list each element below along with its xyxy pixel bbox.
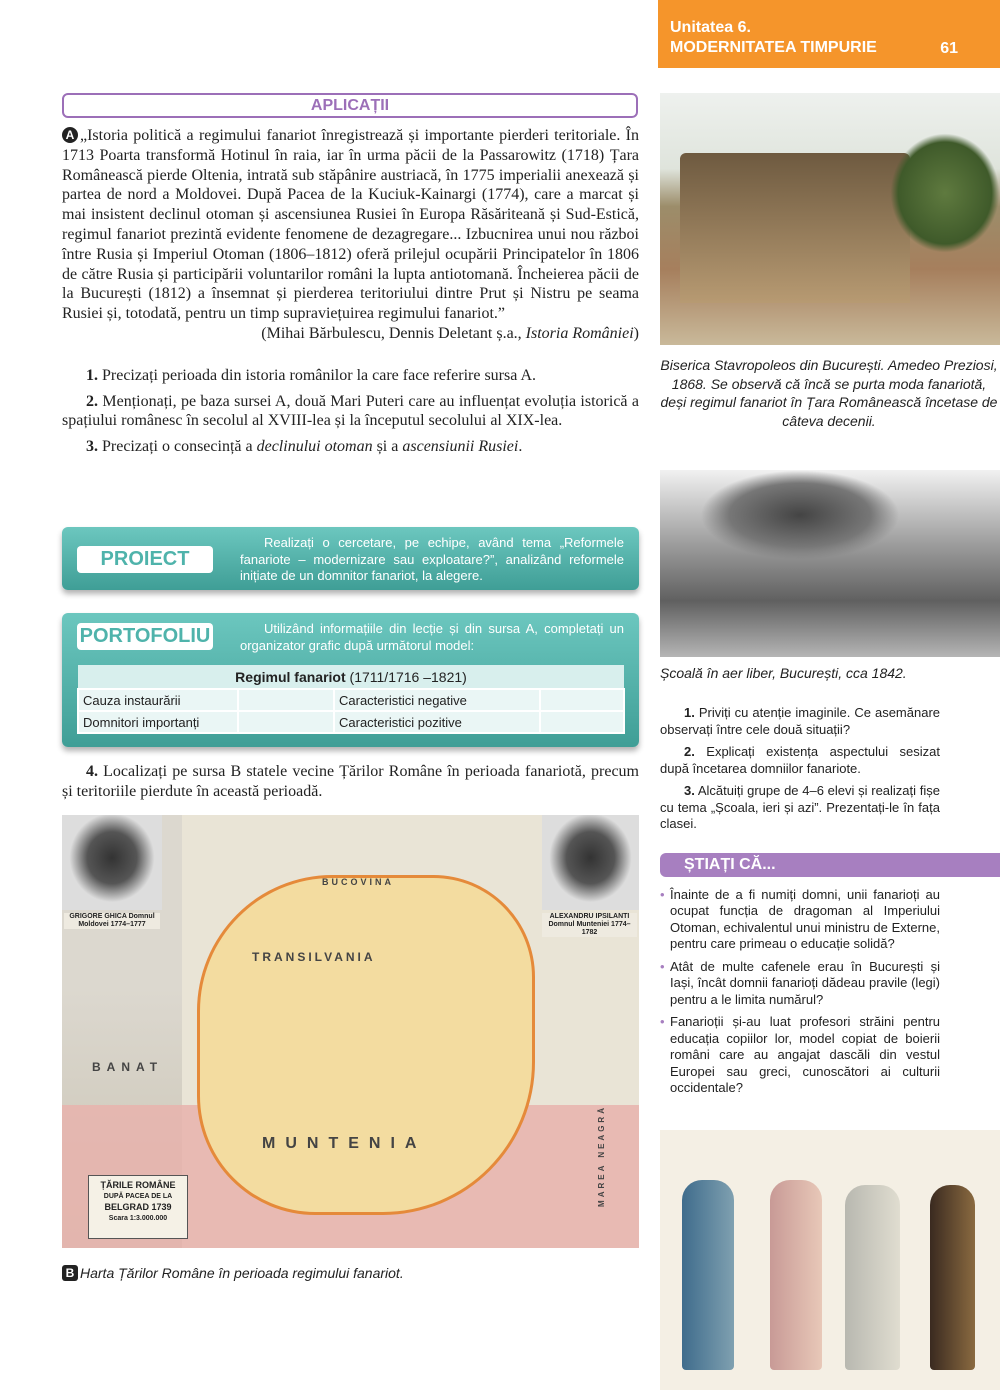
figure: [845, 1185, 900, 1370]
cell: [540, 689, 624, 711]
left-text-column: [62, 126, 639, 522]
legend-line: ȚĂRILE ROMÂNE: [100, 1180, 176, 1190]
historical-map: [62, 815, 639, 1248]
fact-item: • Atât de multe cafenele erau în București și Iași, încât domnii fanarioți dădeau pravile (legi) pentru a le limita numărul?: [660, 959, 940, 1009]
school-image: [660, 470, 1000, 657]
q-em: declinului otoman: [256, 438, 373, 456]
legend-line: DUPĂ PACEA DE LA: [103, 1193, 173, 1200]
church-caption: Biserica Stavropoleos din București. Amedeo Preziosi, 1868. Se observă că încă se purta moda fanariotă, deși regimul fanariot în Țara Românească încetase de câteva decenii.: [660, 357, 998, 429]
citation-title: Istoria României: [525, 324, 634, 342]
q-text: .: [518, 438, 523, 456]
q-text: și a: [372, 438, 403, 456]
figure: [682, 1180, 734, 1370]
source-a: [62, 126, 639, 344]
church-image: [660, 93, 1000, 345]
question-1: [62, 366, 639, 386]
q-num: 1.: [86, 366, 98, 384]
q-num: 2.: [86, 392, 98, 410]
map-label: MAREA NEAGRĂ: [597, 1105, 606, 1207]
portofoliu-box: [62, 613, 639, 747]
page-number: 61: [940, 40, 958, 57]
table-title-bold: Regimul fanariot: [235, 668, 346, 685]
church-building: [680, 153, 910, 303]
cell: Cauza instaurării: [78, 689, 238, 711]
map-label: BUCOVINA: [322, 877, 395, 887]
q-text: Priviți cu atenție imaginile. Ce asemănare observați între cele două situații?: [660, 705, 940, 737]
legend-line: Scara 1:3.000.000: [108, 1215, 168, 1222]
unit-title: MODERNITATEA TIMPURIE: [670, 39, 877, 56]
q-text: Explicați existența aspectului sesizat după încetarea domniilor fanariote.: [660, 744, 940, 776]
source-a-text: „Istoria politică a regimului fanariot înregistrează și importante pierderi teritoriale. În 1713 Poarta transformă Hotinul în raia, iar în urma păcii de la Passarowitz (1718) Țara Românească pierde Oltenia, intrată sub stăpânire austriacă, în 1775 imperialii anexează și partea de nord a Moldovei. După Pacea de la Kuciuk-Kainargi (1774), care a marcat și mai insistent declinul otoman și ascensiunea Rusiei în Europa Răsăriteană și Sud-Estică, regimul fanariot prezintă evidente fenomene de dezagregare... Izbucnirea unui nou război între Rusia și Imperiul Otoman (1806–1812) oferă prilejul ocupării Principatelor în 1806 de către Rusia și participării voluntarilor români la lupta antiotomană. Încheierea păcii de la București (1812) a însemnat și pierderea teritoriului dintre Prut și Nistru pe seama Rusiei și, totodată, pentru un timp supraviețuirea regimului fanariot.”: [62, 127, 639, 323]
portofoliu-text: Utilizând informațiile din lecție și din sursa A, completați un organizator grafic după următorul model:: [240, 621, 624, 653]
cell: [540, 711, 624, 733]
aplicatii-heading: APLICAȚII: [62, 93, 638, 118]
citation-end: ): [633, 324, 639, 342]
fanariot-costumes-image: [660, 1130, 1000, 1390]
source-b-badge: B: [62, 1265, 78, 1281]
tree: [700, 470, 900, 560]
figure: [770, 1180, 822, 1370]
map-label: MUNTENIA: [262, 1135, 427, 1152]
map-caption-text: Harta Țărilor Române în perioada regimului fanariot.: [80, 1265, 404, 1281]
cell: Caracteristici negative: [334, 689, 540, 711]
question-2: [62, 392, 639, 432]
map-caption: [62, 1264, 639, 1283]
proiect-text: Realizați o cercetare, pe echipe, având tema „Reformele fanariote – modernizare sau exploatare?”, analizând reformele inițiate de un domnitor fanariot, la alegere.: [240, 535, 624, 583]
fact-item: • Înainte de a fi numiți domni, unii fanarioți au ocupat funcția de dragoman al Imperiului Otoman, echivalentul unui ministru de Externe, pentru care primeau o educație solidă?: [660, 887, 940, 953]
right-question-3: [660, 783, 940, 833]
portrait-ghica-label: GRIGORE GHICA Domnul Moldovei 1774–1777: [64, 913, 160, 929]
citation-authors: (Mihai Bărbulescu, Dennis Deletant ș.a.,: [261, 324, 526, 342]
right-question-2: [660, 744, 940, 777]
cell: [238, 711, 334, 733]
q-text: Precizați o consecință a: [98, 438, 257, 456]
q-num: 1.: [684, 705, 695, 720]
map-legend: [88, 1175, 188, 1239]
q-text: Alcătuiți grupe de 4–6 elevi și realizați fișe cu tema „Școala, ieri și azi”. Prezentați-le în fața clasei.: [660, 783, 940, 831]
q-num: 3.: [86, 438, 98, 456]
figure: [930, 1185, 975, 1370]
cell: [238, 689, 334, 711]
portrait-ghica: [62, 815, 162, 910]
cell: Caracteristici pozitive: [334, 711, 540, 733]
right-text-column: [660, 705, 940, 1103]
q-text: Menționați, pe baza sursei A, două Mari Puteri care au influențat evoluția istorică a spațiului românesc în secolul al XVIII-lea și la începutul secolului al XIX-lea.: [62, 392, 639, 430]
question-3: [62, 437, 639, 457]
proiect-label: PROIECT: [77, 546, 213, 573]
romanian-lands: [197, 875, 535, 1215]
table-row: [78, 689, 624, 711]
q-text: Localizați pe sursa B statele vecine Țărilor Române în perioada fanariotă, precum și teritoriile pierdute în această perioadă.: [62, 763, 639, 800]
q-num: 2.: [684, 744, 695, 759]
source-a-badge: A: [62, 127, 78, 143]
fact-item: • Fanarioții și-au luat profesori străini pentru educația copiilor lor, model copiat de boierii români care au angajat dascăli din vestul Europei sau greci, cunoscători ai culturii occidentale?: [660, 1014, 940, 1097]
map-label: BANAT: [92, 1060, 164, 1074]
school-caption: Școală în aer liber, București, cca 1842.: [660, 665, 907, 681]
portrait-ipsilanti: [542, 815, 639, 910]
unit-header: [658, 0, 1000, 68]
unit-number: Unitatea 6.: [670, 19, 751, 36]
organizer-table: [77, 665, 625, 734]
table-years: (1711/1716 –1821): [345, 668, 467, 685]
tree: [890, 133, 1000, 253]
table-title: [78, 665, 624, 689]
table-row: [78, 711, 624, 733]
portofoliu-label: PORTOFOLIU: [77, 623, 213, 650]
portrait-ipsilanti-label: ALEXANDRU IPSILANTI Domnul Munteniei 1774–1782: [542, 913, 637, 937]
q-num: 3.: [684, 783, 695, 798]
map-label: TRANSILVANIA: [252, 950, 376, 964]
q-em: ascensiunii Rusiei: [402, 438, 519, 456]
right-question-1: [660, 705, 940, 738]
cell: Domnitori importanți: [78, 711, 238, 733]
proiect-box: [62, 527, 639, 590]
legend-line: BELGRAD 1739: [104, 1202, 172, 1212]
q-num: 4.: [86, 763, 98, 780]
stiati-ca-heading: ȘTIAȚI CĂ...: [660, 853, 1000, 877]
q-text: Precizați perioada din istoria românilor la care face referire sursa A.: [98, 366, 537, 384]
question-4: [62, 762, 639, 802]
source-a-citation: [62, 324, 639, 344]
